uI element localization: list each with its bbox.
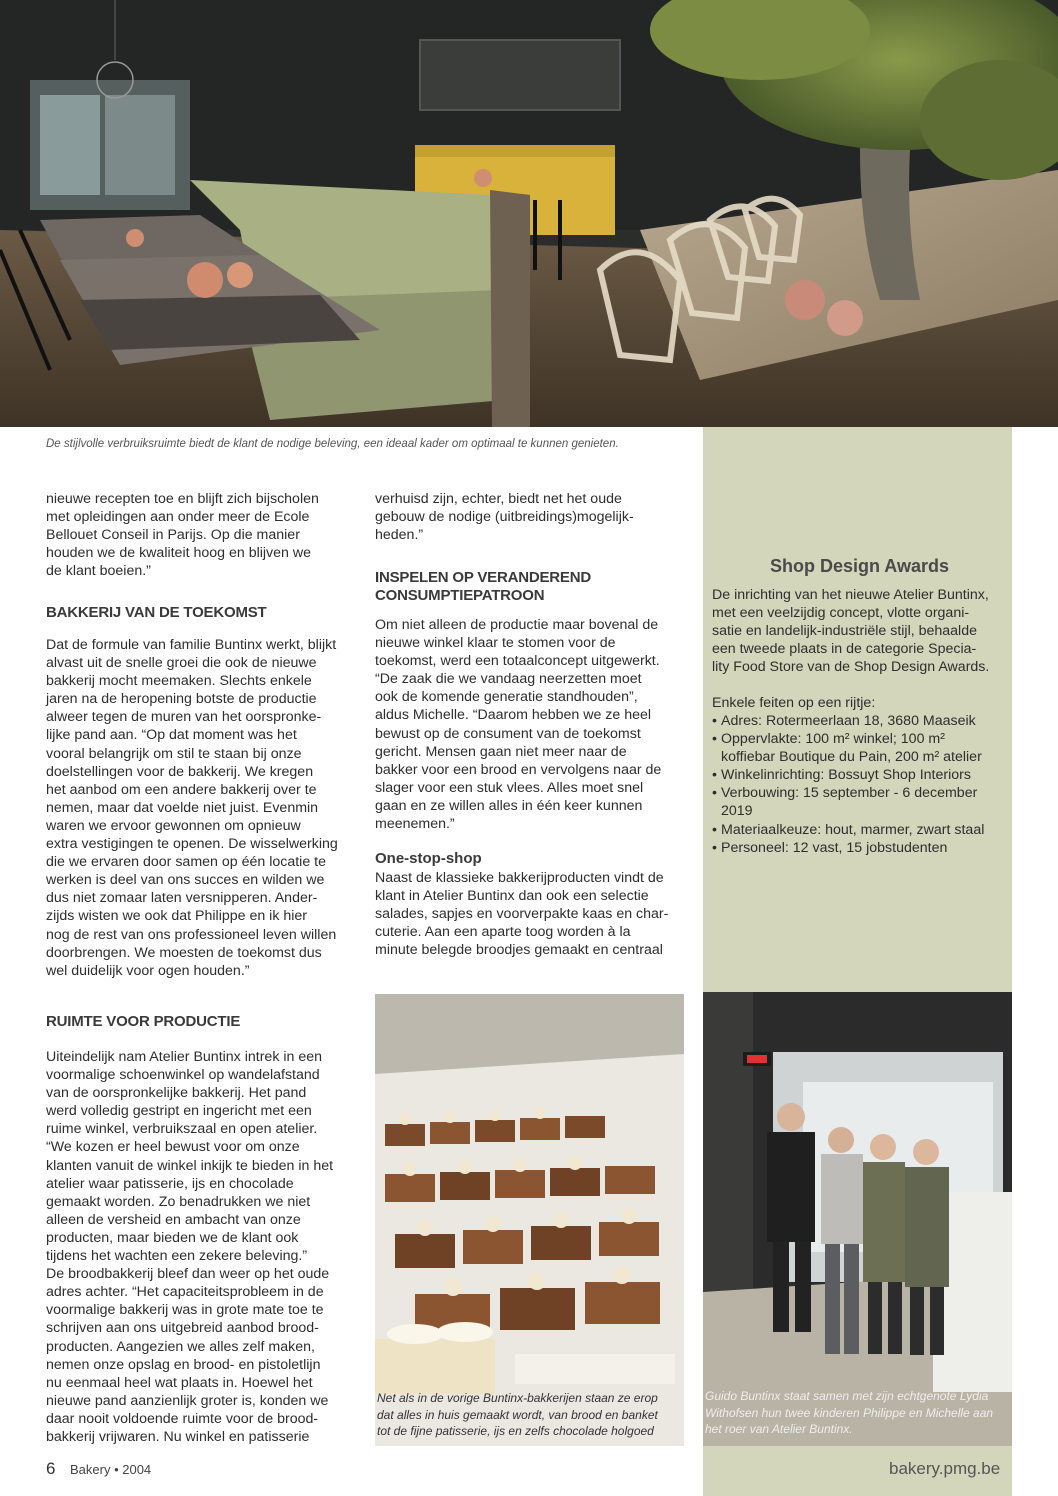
sidebar-body <box>712 586 1008 676</box>
text-line: met opleidingen aan onder meer de Ecole <box>46 509 310 526</box>
fact-item <box>712 839 1008 857</box>
text-line: voormalige schoenwinkel op wandelafstand <box>46 1067 320 1084</box>
text-line: ook de komende generatie standhouden”, <box>375 689 638 706</box>
subheading: One-stop-shop <box>375 850 482 867</box>
text-line: producten, maar bieden we de klant ook <box>46 1229 299 1246</box>
text-line: minute belegde broodjes gemaakt en centraal <box>375 942 663 959</box>
fact-text: 2019 <box>721 803 753 820</box>
fact-text: Verbouwing: 15 september - 6 december <box>721 785 978 802</box>
text-line: verhuisd zijn, echter, biedt net het oude <box>375 491 622 507</box>
magazine-issue: Bakery • 2004 <box>70 1462 152 1477</box>
text-line: De inrichting van het nieuwe Atelier Buntinx, <box>712 587 989 603</box>
text-line: producten. Aangezien we alles zelf maken, <box>46 1338 315 1355</box>
heading-inspelen-op-veranderend-consumptiepatroon <box>375 569 684 605</box>
text-line: nemen, maar dat voelde niet juist. Evenmin <box>46 799 319 816</box>
text-line: “We kozen er heel bewust voor om onze <box>46 1139 300 1156</box>
text-line: “De zaak die we vandaag neerzetten moet <box>375 671 642 688</box>
hero-photo-restaurant-interior <box>0 0 1058 427</box>
column1-toekomst-body <box>46 636 355 980</box>
text-line: houden we de kwaliteit hoog en blijven we <box>46 545 312 562</box>
text-line: nieuwe winkel klaar te stomen voor de <box>375 635 616 652</box>
text-line: dus niet zomaar laten versnipperen. Ander- <box>46 890 318 907</box>
team-photo-caption <box>705 1388 1010 1438</box>
text-line: klanten vanuit de winkel inkijk te bieden in het <box>46 1157 334 1174</box>
section-heading: RUIMTE VOOR PRODUCTIE <box>46 1013 241 1030</box>
column1-intro <box>46 490 355 580</box>
caption-line: Net als in de vorige Buntinx-bakkerijen staan ze erop <box>377 1391 658 1405</box>
caption-line: dat alles in huis gemaakt wordt, van brood en banket <box>377 1407 658 1422</box>
text-line: jaren na de heropening botste de productie <box>46 691 317 708</box>
text-line: van de oorspronkelijke bakkerij. Het pand <box>46 1085 307 1102</box>
caption-line: Withofsen hun twee kinderen Philippe en Michelle aan <box>705 1405 994 1420</box>
fact-item <box>712 784 1008 820</box>
sidebar-facts-list <box>712 712 1008 857</box>
text-line: met een veelzijdig concept, vlotte organi- <box>712 605 970 622</box>
text-line: nemen onze opslag en brood- en pistoletlijn <box>46 1356 321 1373</box>
text-line: vooral belangrijk om stil te staan bij onze <box>46 745 302 762</box>
text-line: wel duidelijk voor ogen houden.” <box>46 962 250 979</box>
text-line: die we ervaren door samen op één locatie te <box>46 854 326 871</box>
fact-text: Materiaalkeuze: hout, marmer, zwart staal <box>721 821 985 838</box>
text-line: slager voor een stuk vlees. Alles moet snel <box>375 779 644 796</box>
fact-text: Personeel: 12 vast, 15 jobstudenten <box>721 839 948 856</box>
website-link[interactable]: bakery.pmg.be <box>889 1459 1001 1478</box>
pastry-photo-caption <box>377 1390 682 1440</box>
fact-text: Adres: Rotermeerlaan 18, 3680 Maaseik <box>721 713 976 729</box>
text-line: alweer tegen de muren van het oorspronke- <box>46 709 322 726</box>
text-line: heden.” <box>375 527 424 544</box>
caption-line: tot de fijne patisserie, ijs en zelfs chocolade holgoed <box>377 1424 654 1438</box>
sidebar-facts-intro: Enkele feiten op een rijtje: <box>712 695 876 711</box>
text-line: atelier waar patisserie, ijs en chocolade <box>46 1175 294 1192</box>
text-line: De broodbakkerij bleef dan weer op het oude <box>46 1266 330 1283</box>
text-line: gebouw de nodige (uitbreidings)mogelijk- <box>375 509 634 526</box>
text-line: nog de rest van ons professioneel leven willen <box>46 926 337 943</box>
text-line: zijds wisten we ook dat Philippe en ik hier <box>46 908 308 925</box>
page-number: 6 <box>46 1459 56 1478</box>
text-line: lijke pand aan. “Op dat moment was het <box>46 727 297 744</box>
heading-ruimte-voor-productie <box>46 1013 355 1031</box>
text-line: adres achter. “Het capaciteitsprobleem in de <box>46 1284 324 1301</box>
text-line: werken is deel van ons succes en wilden we <box>46 872 325 889</box>
text-line: voormalige bakkerij was in grote mate toe te <box>46 1302 324 1319</box>
text-line: nieuwe recepten toe en blijft zich bijscholen <box>46 491 319 507</box>
heading-one-stop-shop <box>375 850 684 868</box>
text-line: schrijven aan ons uitgebreid aanbod brood- <box>46 1320 319 1337</box>
text-line: tijdens het wachten een zekere beleving.” <box>46 1248 308 1265</box>
text-line: klant in Atelier Buntinx dan ook een selectie <box>375 888 649 905</box>
fact-text: Winkelinrichting: Bossuyt Shop Interiors <box>721 767 971 784</box>
text-line: satie en landelijk-industriële stijl, behaalde <box>712 623 977 640</box>
text-line: gaan en ze willen alles in één keer kunnen <box>375 797 643 814</box>
column1-ruimte-body <box>46 1048 355 1446</box>
text-line: aldus Michelle. “Daarom hebben we ze heel <box>375 707 652 724</box>
text-line: bakker voor een brood en vervolgens naar de <box>375 761 662 778</box>
text-line: alvast uit de snelle groei die ook de nieuwe <box>46 655 317 672</box>
section-heading: BAKKERIJ VAN DE TOEKOMST <box>46 604 267 621</box>
text-line: daar nooit voldoende ruimte voor de brood- <box>46 1410 319 1427</box>
text-line: gericht. Mensen gaan niet meer naar de <box>375 743 627 760</box>
text-line: de klant boeien.” <box>46 563 151 580</box>
text-line: nieuwe pand aanzienlijk groter is, konden we <box>46 1392 329 1409</box>
team-photo <box>703 992 1012 1446</box>
text-line: cuterie. Aan een aparte toog worden à la <box>375 924 631 941</box>
column2-inspelen-body <box>375 616 684 833</box>
text-line: extra vestigingen te openen. De wisselwerking <box>46 836 338 853</box>
text-line: doelstellingen voor de bakkerij. We kregen <box>46 763 314 780</box>
fact-item <box>712 766 1008 784</box>
text-line: ruime winkel, verbruikszaal en open atelier. <box>46 1121 318 1138</box>
section-heading-line: INSPELEN OP VERANDEREND <box>375 569 591 586</box>
text-line: Naast de klassieke bakkerijproducten vindt de <box>375 870 664 886</box>
text-line: waren we ervoor gewonnen om opnieuw <box>46 817 301 834</box>
fact-item <box>712 821 1008 839</box>
text-line: Bellouet Conseil in Parijs. Op die manier <box>46 527 300 544</box>
text-line: nu eenmaal heel wat plaats in. Hoewel het <box>46 1374 313 1391</box>
text-line: meenemen.” <box>375 816 455 833</box>
text-line: een tweede plaats in de categorie Specia- <box>712 641 977 658</box>
text-line: alleen de versheid en ambacht van onze <box>46 1211 301 1228</box>
heading-bakkerij-van-de-toekomst <box>46 604 355 622</box>
fact-item <box>712 712 1008 730</box>
column2-onestop-body <box>375 869 684 959</box>
fact-item <box>712 730 1008 766</box>
fact-text: koffiebar Boutique du Pain, 200 m² atelier <box>721 749 982 766</box>
fact-text: Oppervlakte: 100 m² winkel; 100 m² <box>721 731 945 748</box>
text-line: Dat de formule van familie Buntinx werkt, blijkt <box>46 637 337 653</box>
text-line: het aanbod om een andere bakkerij over te <box>46 781 317 798</box>
caption-line: het roer van Atelier Buntinx. <box>705 1422 853 1436</box>
text-line: gemaakt worden. Zo benadrukken we niet <box>46 1193 311 1210</box>
text-line: Om niet alleen de productie maar bovenal de <box>375 617 659 633</box>
section-heading-line: CONSUMPTIEPATROON <box>375 587 545 604</box>
hero-photo-caption: De stijlvolle verbruiksruimte biedt de klant de nodige beleving, een ideaal kader om optimaal te kunnen genieten. <box>46 438 619 450</box>
text-line: bewust op de consument van de toekomst <box>375 725 641 742</box>
text-line: bakkerij vrijwaren. Nu winkel en patisserie <box>46 1428 310 1445</box>
text-line: toekomst, werd een totaalconcept uitgewerkt. <box>375 653 660 670</box>
sidebar-title: Shop Design Awards <box>769 556 950 576</box>
text-line: bakkerij mocht meemaken. Slechts enkele <box>46 673 312 690</box>
text-line: Uiteindelijk nam Atelier Buntinx intrek in een <box>46 1049 323 1065</box>
text-line: doorbrengen. We moesten de toekomst dus <box>46 944 322 961</box>
column2-intro <box>375 490 684 544</box>
caption-line: Guido Buntinx staat samen met zijn echtgenote Lydia <box>705 1389 989 1403</box>
text-line: salades, sapjes en voorverpakte kaas en char- <box>375 906 669 923</box>
text-line: werd volledig gestript en ingericht met een <box>46 1103 312 1120</box>
text-line: lity Food Store van de Shop Design Awards. <box>712 659 990 676</box>
pastry-display-photo <box>375 994 684 1446</box>
